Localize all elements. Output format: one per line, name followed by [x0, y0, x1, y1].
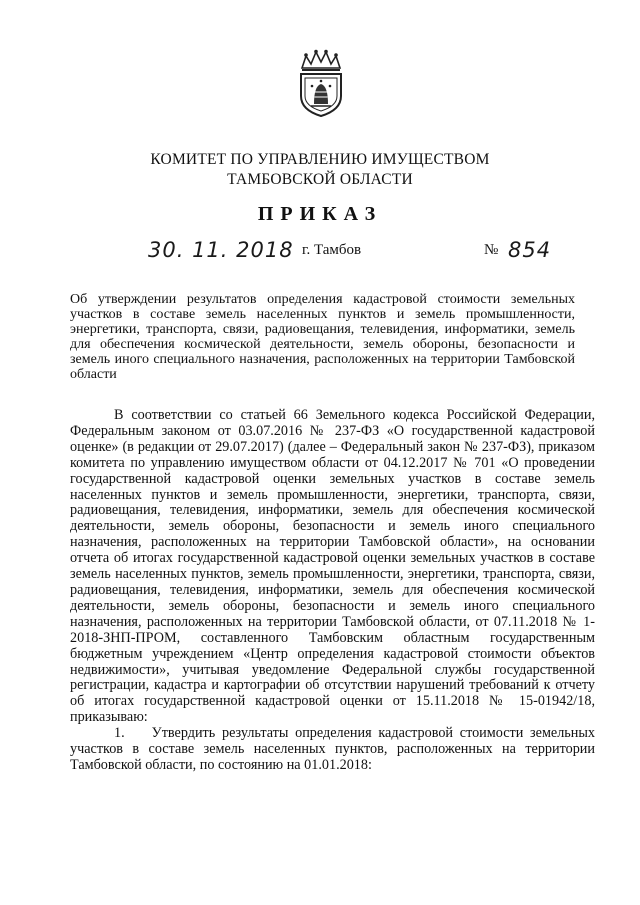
organization-line-2: ТАМБОВСКОЙ ОБЛАСТИ	[227, 171, 413, 188]
preamble-paragraph: В соответствии со статьей 66 Земельного кодекса Российской Федерации, Федеральным законом от 03.07.2016 № 237-ФЗ «О государственной кадастровой оценке» (в редакции от 29.07.2017) (далее – Федеральный закон № 237-ФЗ), приказом комитета по управлению имуществом области от 04.12.2017 № 701 «О проведении государственной кадастровой оценки земельных участков в составе земель населенных пунктов и земель промышленности, энергетики, транспорта, связи, радиовещания, телевидения, информатики, земель для обеспечения космической деятельности, земель обороны, безопасности и земель иного специального назначения, расположенных на территории Тамбовской области», на основании отчета об итогах государственной кадастровой оценки земельных участков в составе земель населенных пунктов, земель промышленности, энергетики, транспорта, связи, радиовещания, телевидения, информатики, земель для обеспечения космической деятельности, земель обороны, безопасности и земель иного специального назначения, расположенных на территории Тамбовской области, от 07.11.2018 № 1-2018-ЗНП-ПРОМ, составленного Тамбовским областным государственным бюджетным учреждением «Центр определения кадастровой стоимости объектов недвижимости», учитывая уведомление Федеральной службы государственной регистрации, кадастра и картографии об отсутствии нарушений требований к отчету об итогах государственной кадастровой оценки от 15.11.2018 № 15-01942/18, приказываю:	[70, 407, 595, 726]
organization-header	[0, 150, 640, 190]
item-1-paragraph: 1. Утвердить результаты определения кадастровой стоимости земельных участков в составе земель населенных пунктов, расположенных на территории Тамбовской области, по состоянию на 01.01.2018:	[70, 725, 595, 773]
document-city: г. Тамбов	[302, 242, 362, 258]
document-subject: Об утверждении результатов определения кадастровой стоимости земельных участков в составе земель населенных пунктов и земель промышленности, энергетики, транспорта, связи, радиовещания, телевидения, информатики, земель для обеспечения космической деятельности, земель обороны, безопасности и земель иного специального назначения, расположенных на территории Тамбовской области	[70, 292, 575, 382]
document-body	[70, 408, 595, 774]
number-label: №	[484, 242, 499, 258]
document-number: 854	[508, 238, 552, 262]
organization-line-1: КОМИТЕТ ПО УПРАВЛЕНИЮ ИМУЩЕСТВОМ	[150, 151, 490, 168]
tambov-coat-of-arms-icon	[294, 48, 348, 118]
document-type-title: ПРИКАЗ	[257, 203, 383, 225]
document-date: 30. 11. 2018	[148, 238, 294, 262]
